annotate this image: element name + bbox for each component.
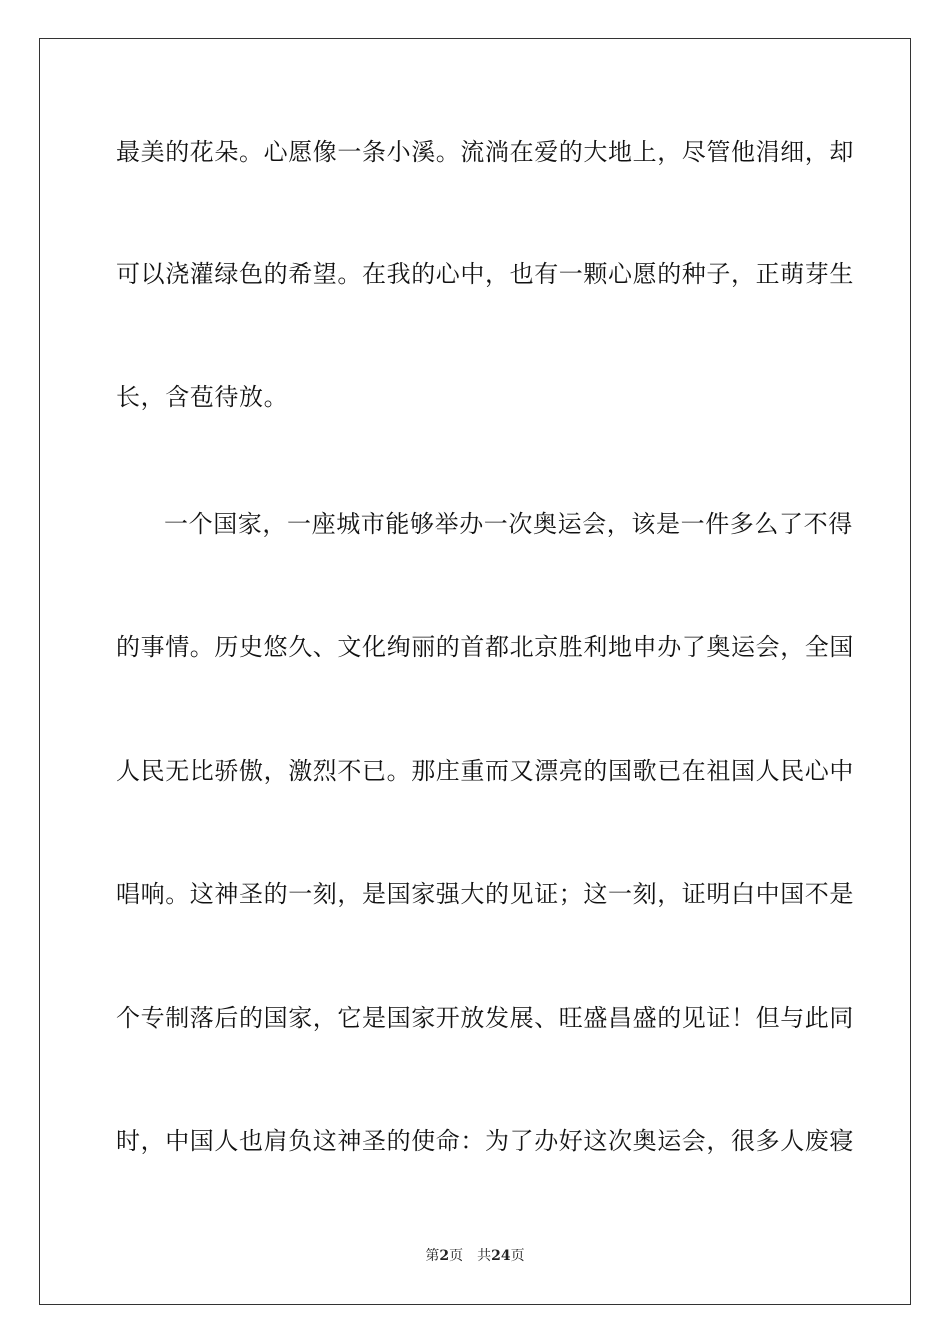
total-pages-number: 24 [491,1248,511,1264]
page-prefix: 第 [425,1248,440,1264]
text-line-1: 最美的花朵。心愿像一条小溪。流淌在爱的大地上，尽管他涓细，却 [116,138,854,166]
text-line-9: 时，中国人也肩负这神圣的使命：为了办好这次奥运会，很多人废寝 [116,1127,854,1155]
page-footer [0,1247,950,1265]
current-page-number: 2 [439,1248,450,1264]
text-line-4: 一个国家，一座城市能够举办一次奥运会，该是一件多么了不得 [164,510,853,538]
page-border [39,38,911,1305]
total-prefix: 共 [477,1248,492,1264]
text-line-8: 个专制落后的国家，它是国家开放发展、旺盛昌盛的见证！但与此同 [116,1004,854,1032]
page-suffix: 页 [449,1248,464,1264]
text-line-6: 人民无比骄傲，激烈不已。那庄重而又漂亮的国歌已在祖国人民心中 [116,757,854,785]
text-line-3: 长，含苞待放。 [116,383,289,411]
text-line-5: 的事情。历史悠久、文化绚丽的首都北京胜利地申办了奥运会，全国 [116,633,854,661]
text-line-2: 可以浇灌绿色的希望。在我的心中，也有一颗心愿的种子，正萌芽生 [116,260,854,288]
text-line-7: 唱响。这神圣的一刻，是国家强大的见证；这一刻，证明白中国不是 [116,880,854,908]
total-suffix: 页 [510,1248,525,1264]
